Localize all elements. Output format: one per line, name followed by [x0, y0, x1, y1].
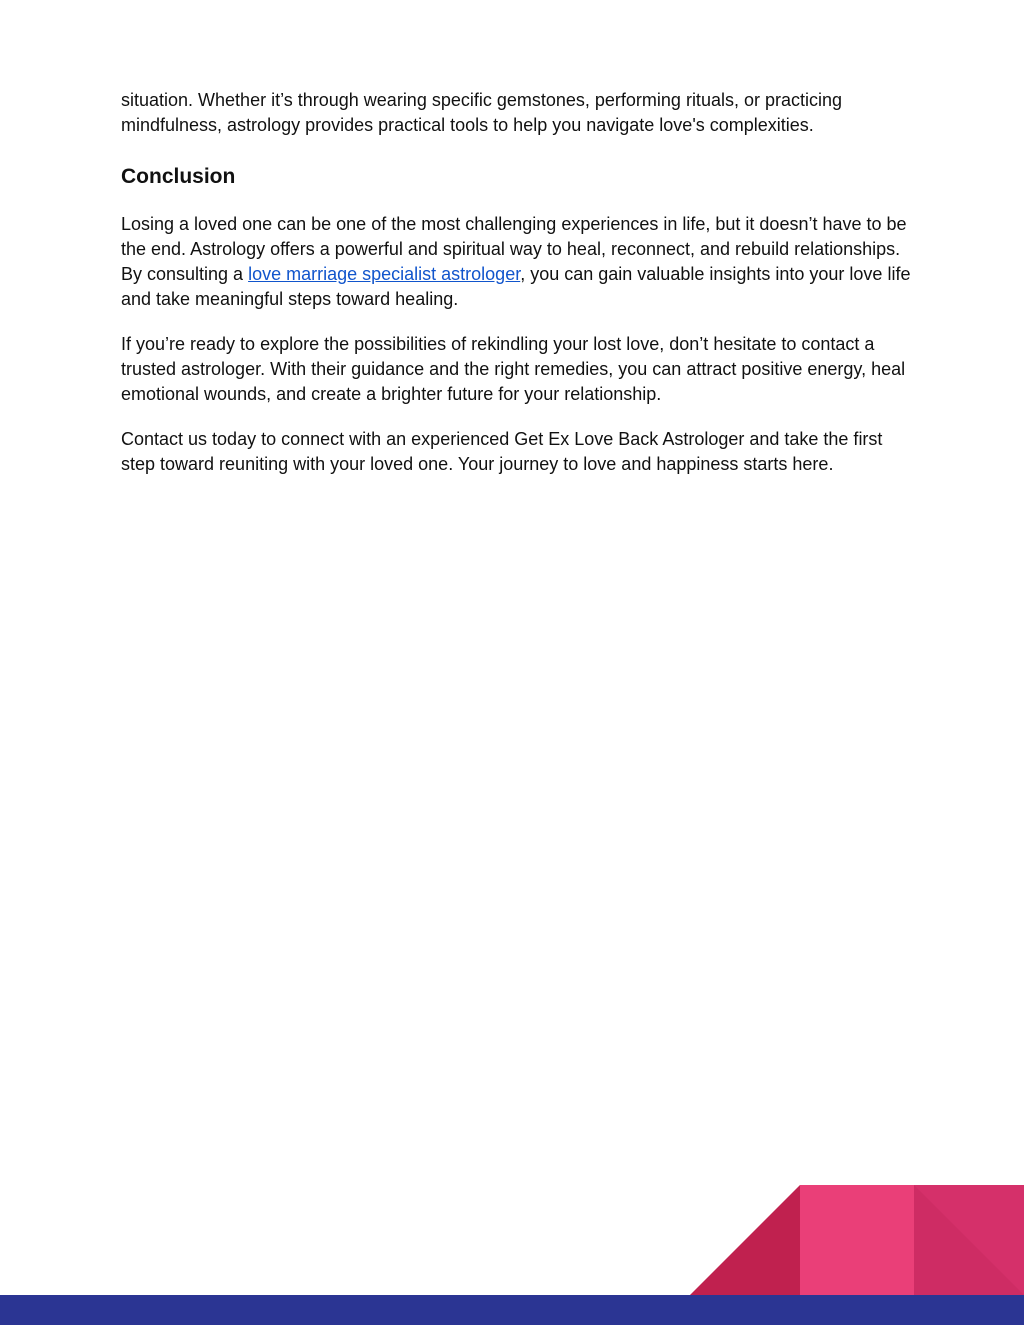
document-body: [121, 88, 911, 497]
paragraph-contact-us: Contact us today to connect with an experienced Get Ex Love Back Astrologer and take the first step toward reuniting with your loved one. Your journey to love and happiness starts here.: [121, 429, 883, 474]
footer-decoration: [690, 1185, 1024, 1295]
paragraph-text-after-link: , you can gain valuable insights into your love life and take meaningful steps toward healing.: [121, 264, 911, 309]
love-marriage-specialist-link[interactable]: love marriage specialist astrologer: [248, 264, 521, 284]
footer-block-pink: [800, 1185, 914, 1295]
paragraph-text-before-link: Losing a loved one can be one of the most challenging experiences in life, but it doesn’t have to be the end. Astrology offers a powerful and spiritual way to heal, reconnect, and rebuild relationships. By consulting a: [121, 214, 907, 284]
footer-bar: [0, 1295, 1024, 1325]
paragraph-losing-loved-one: [121, 212, 911, 312]
footer-triangle-dark: [690, 1185, 800, 1295]
intro-paragraph: situation. Whether it’s through wearing specific gemstones, performing rituals, or practicing mindfulness, astrology provides practical tools to help you navigate love's complexities.: [121, 90, 843, 135]
paragraph-rekindling: If you’re ready to explore the possibilities of rekindling your lost love, don’t hesitate to contact a trusted astrologer. With their guidance and the right remedies, you can attract positive energy, heal emotional wounds, and create a brighter future for your relationship.: [121, 334, 906, 404]
conclusion-heading: Conclusion: [121, 165, 236, 188]
